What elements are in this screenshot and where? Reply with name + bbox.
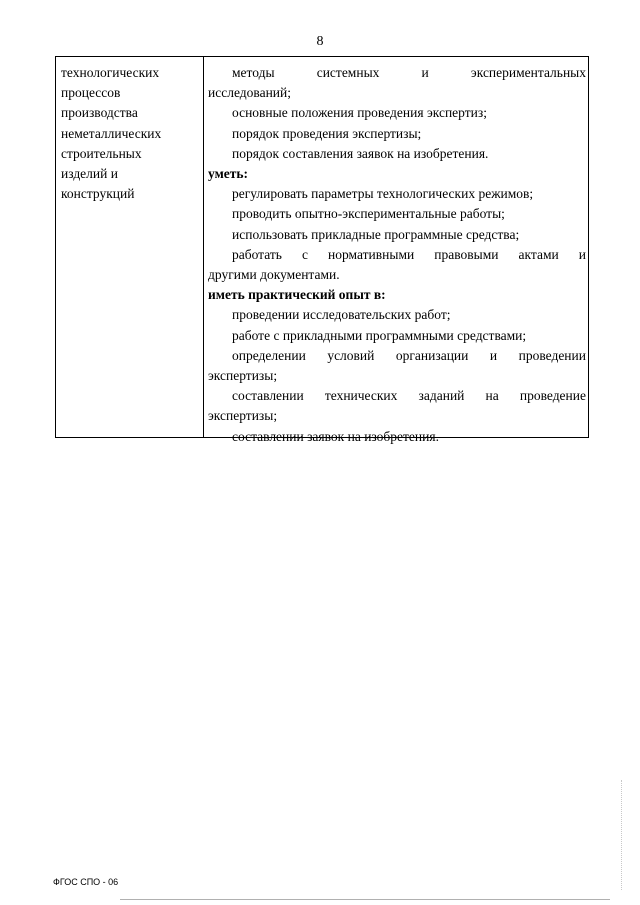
requirement-line: методы системных и экспериментальных xyxy=(232,65,586,80)
activity-line: конструкций xyxy=(61,186,135,202)
activity-line: технологических xyxy=(61,65,160,80)
requirement-line: составлении технических заданий на проведение xyxy=(232,388,586,404)
requirement-line: исследований; xyxy=(208,85,291,101)
requirement-line: порядок составления заявок на изобретения. xyxy=(232,145,489,161)
page-number: 8 xyxy=(316,34,324,49)
activity-column xyxy=(61,63,199,204)
competency-table xyxy=(55,56,589,444)
activity-line: неметаллических xyxy=(61,125,162,141)
column-divider xyxy=(203,57,204,437)
activity-line: процессов xyxy=(61,85,121,101)
requirements-column xyxy=(208,63,586,447)
footer-code: ФГОС СПО - 06 xyxy=(53,877,119,887)
requirement-line: основные положения проведения экспертиз; xyxy=(232,105,487,121)
requirement-line: использовать прикладные программные средства; xyxy=(232,226,520,242)
requirement-line: другими документами. xyxy=(208,267,340,283)
activity-line: изделий и xyxy=(61,166,118,182)
requirement-line: работать с нормативными правовыми актами и xyxy=(232,246,586,262)
requirement-line: определении условий организации и проведении xyxy=(232,347,586,363)
section-heading: уметь: xyxy=(208,166,249,182)
requirement-line: проводить опытно-экспериментальные работы; xyxy=(232,206,505,222)
requirement-line: порядок проведения экспертизы; xyxy=(232,125,422,141)
page-bottom-line xyxy=(120,899,610,900)
activity-line: строительных xyxy=(61,145,142,161)
requirement-line: работе с прикладными программными средствами; xyxy=(232,327,527,343)
requirement-line: экспертизы; xyxy=(208,408,278,424)
requirement-line: регулировать параметры технологических режимов; xyxy=(232,186,534,202)
section-heading: иметь практический опыт в: xyxy=(208,287,386,303)
requirement-line: проведении исследовательских работ; xyxy=(232,307,451,323)
requirement-line: составлении заявок на изобретения. xyxy=(232,428,439,444)
scan-edge-line xyxy=(621,780,622,890)
activity-line: производства xyxy=(61,105,138,121)
requirement-line: экспертизы; xyxy=(208,368,278,384)
